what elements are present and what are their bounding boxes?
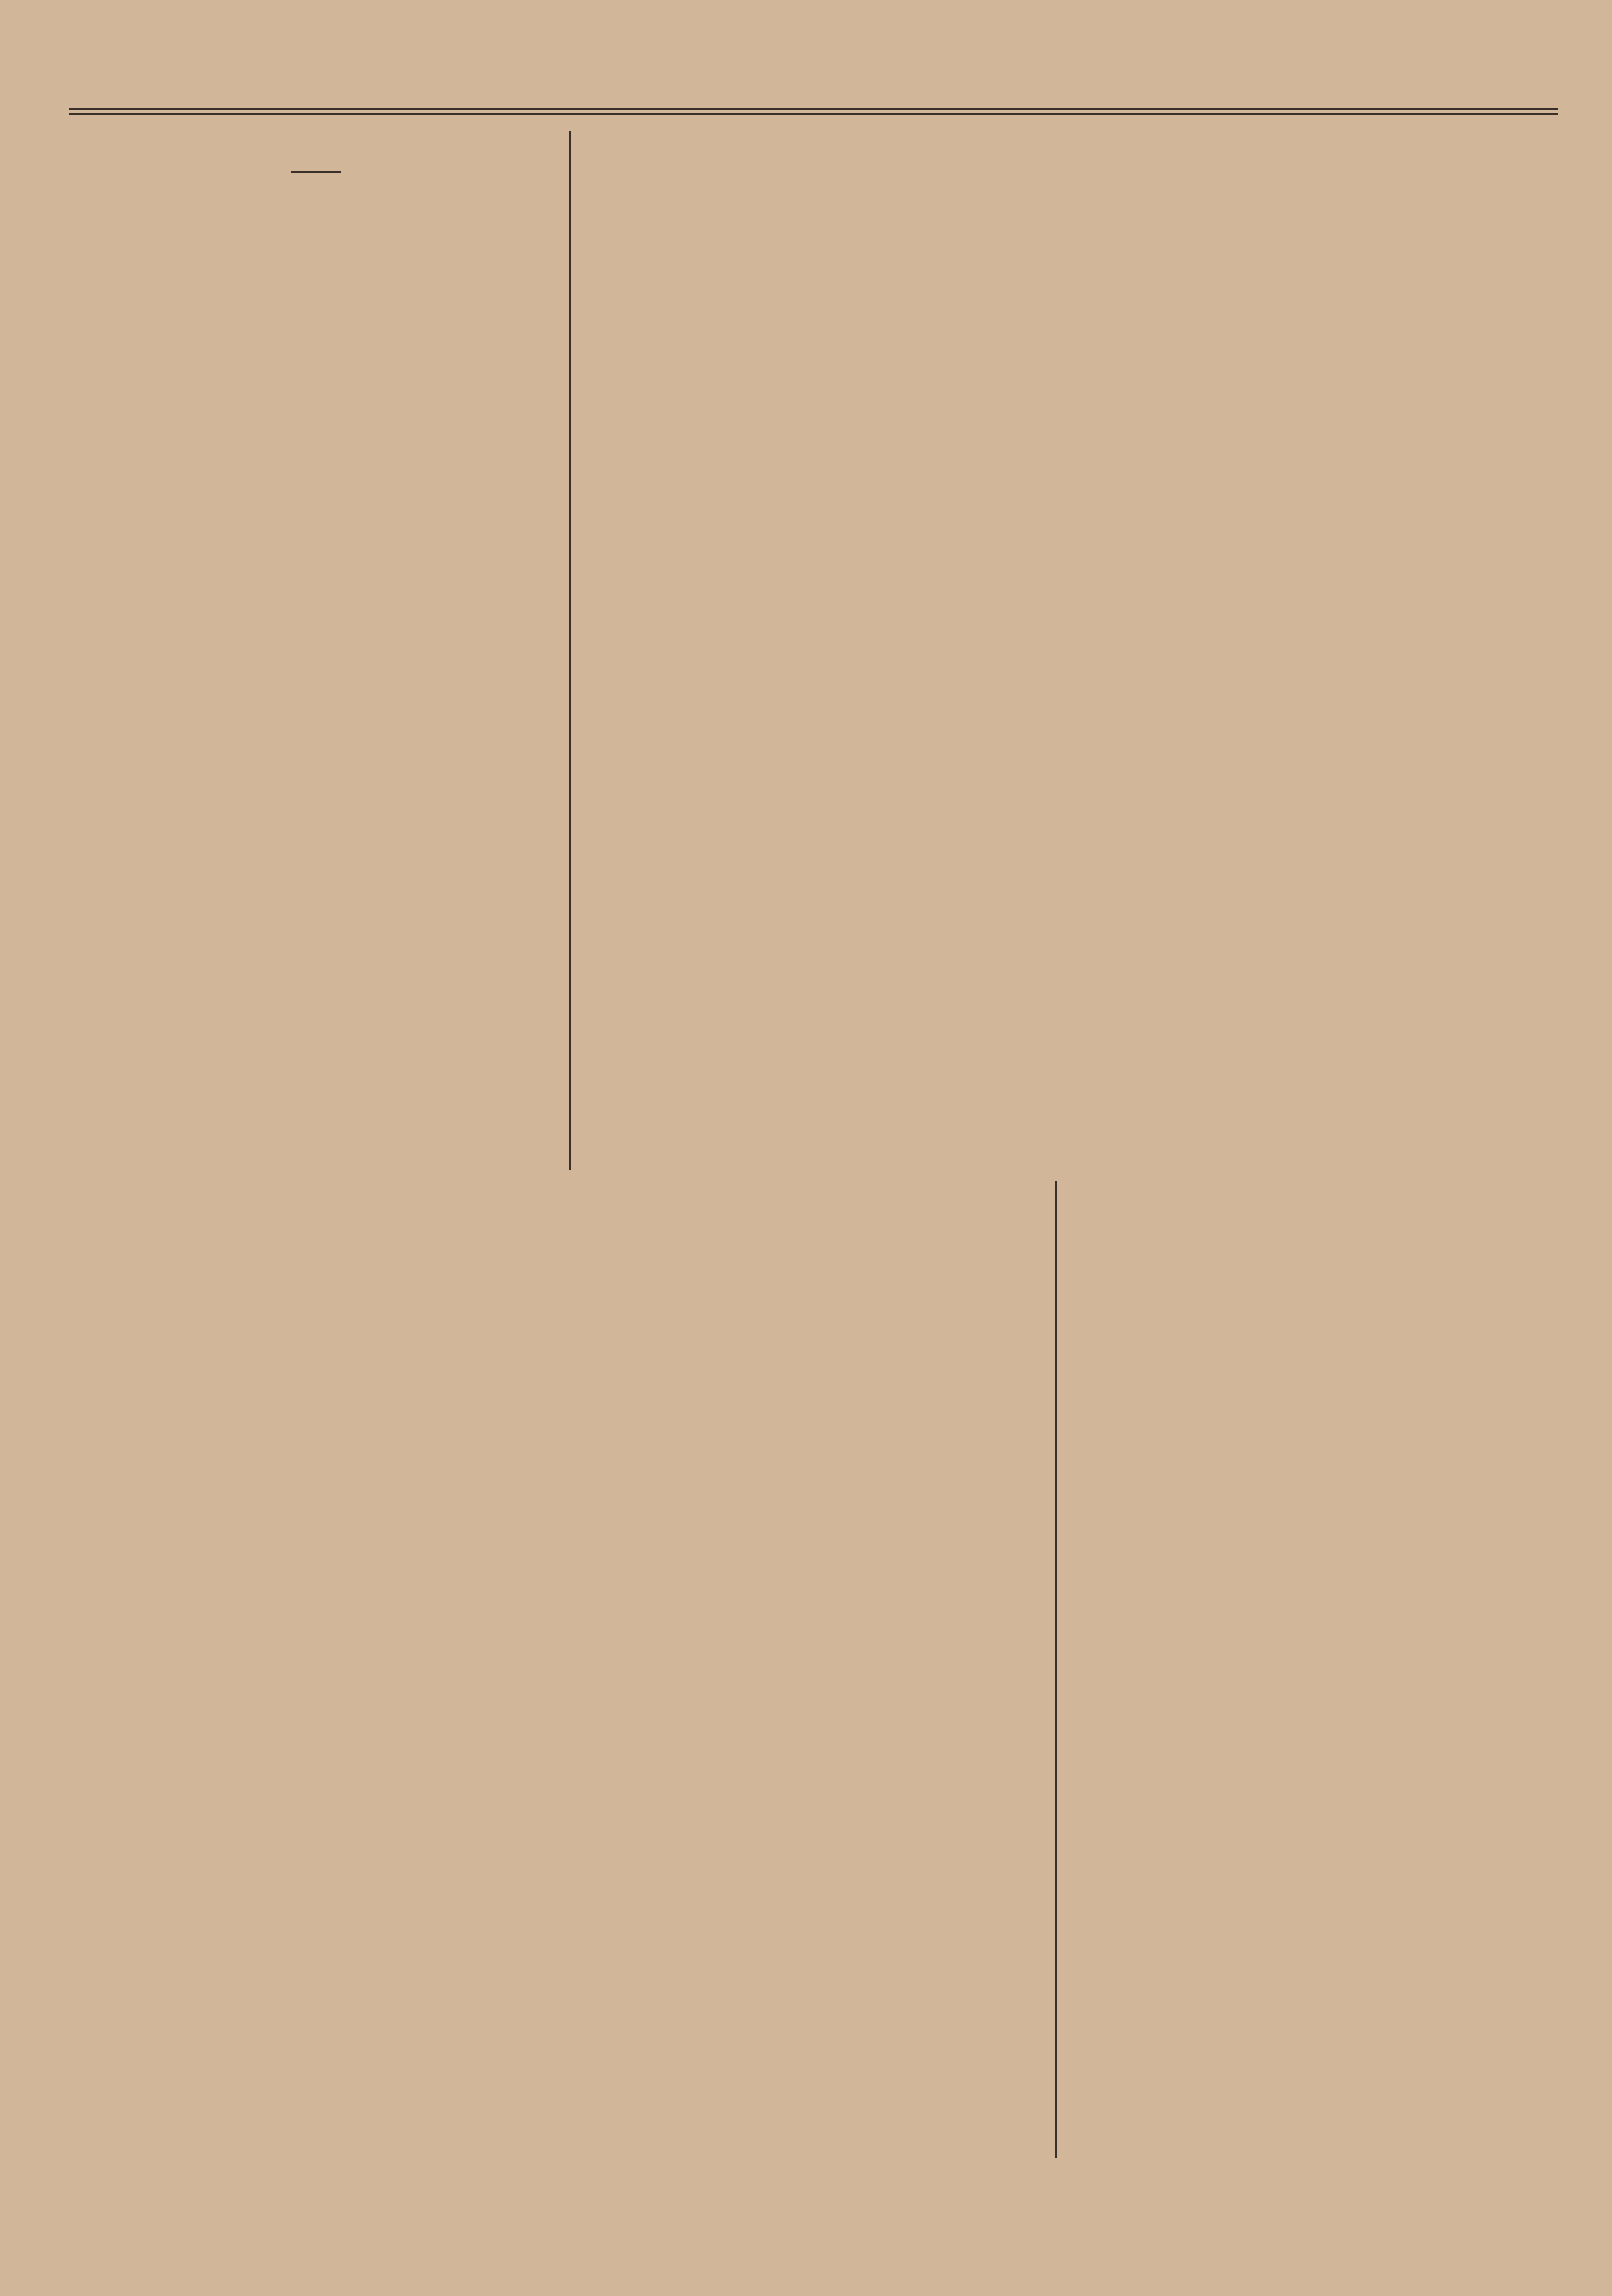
column-divider-top: [569, 131, 571, 1170]
header-rule-thin: [69, 113, 1558, 115]
music-score-bottom: [185, 1330, 926, 2151]
header-rule: [69, 108, 1558, 110]
column-divider-bottom: [1055, 1181, 1057, 2158]
title-separator: [291, 171, 341, 173]
music-score-top: [697, 145, 1446, 1104]
